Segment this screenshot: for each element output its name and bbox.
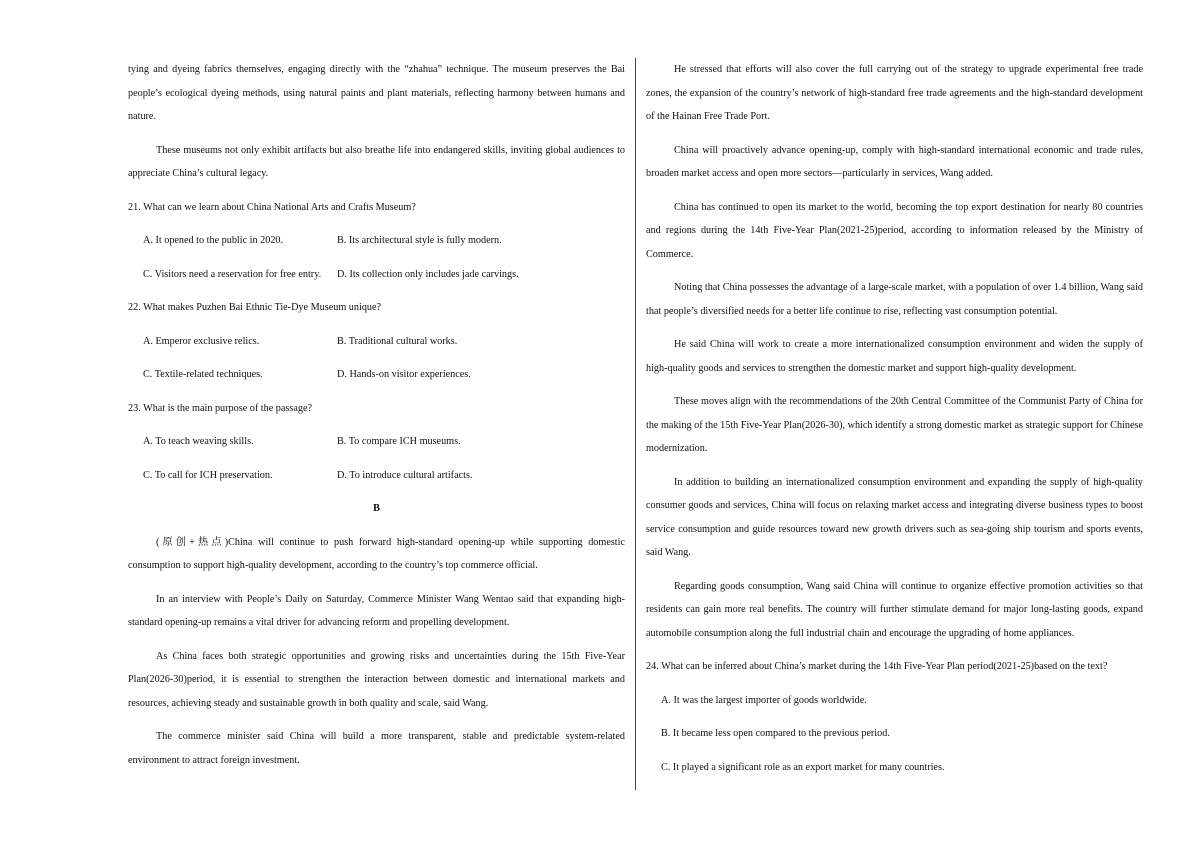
option-a: A. It opened to the public in 2020.: [143, 235, 284, 246]
options-row: [143, 430, 625, 454]
question-21: 21. What can we learn about China National Arts and Crafts Museum?: [128, 201, 416, 213]
paragraph: (原创+热点)China will continue to push forward high-standard opening-up while supporting domestic consumption to support high-quality development, according to the country’s top commerce official.: [128, 536, 625, 571]
paragraph: Noting that China possesses the advantage of a large-scale market, with a population of over 1.4 billion, Wang said that people’s diversified needs for a better life continue to rise, reflecting vast consumption potential.: [646, 282, 1143, 317]
option-b: B. Traditional cultural works.: [337, 335, 458, 347]
column-divider: [635, 58, 636, 790]
options-row: [143, 330, 625, 354]
question-22: 22. What makes Puzhen Bai Ethnic Tie-Dye Museum unique?: [128, 302, 382, 313]
paragraph: China has continued to open its market to the world, becoming the top export destination for nearly 80 countries and regions during the 14th Five-Year Plan(2021-25)period, according to information released by the Ministry of Commerce.: [646, 201, 1143, 260]
right-column: [646, 58, 1143, 789]
options-row: [143, 464, 625, 488]
question-23: 23. What is the main purpose of the passage?: [128, 402, 312, 414]
options-row: [143, 229, 625, 253]
option-a: A. Emperor exclusive relics.: [143, 335, 260, 347]
option-d: D. To introduce cultural artifacts.: [337, 469, 473, 481]
option-b: B. To compare ICH museums.: [337, 436, 461, 447]
option-a: A. To teach weaving skills.: [143, 436, 254, 447]
option-a: A. It was the largest importer of goods worldwide.: [661, 694, 867, 706]
option-d: D. Hands-on visitor experiences.: [337, 369, 471, 380]
paragraph: He stressed that efforts will also cover the full carrying out of the strategy to upgrade experimental free trade zones, the expansion of the country’s network of high-standard free trade agreements and the high-standard development of the Hainan Free Trade Port.: [646, 64, 1143, 122]
option-b: B. It became less open compared to the previous period.: [661, 728, 890, 739]
options-row: [143, 363, 625, 387]
option-c: C. Visitors need a reservation for free entry.: [143, 268, 322, 280]
option-c: C. Textile-related techniques.: [143, 369, 263, 380]
options-row: [143, 263, 625, 287]
paragraph: In addition to building an internationalized consumption environment and expanding the supply of high-quality consumer goods and services, China will focus on relaxing market access and integrating diverse business types to boost service consumption and guide resources toward new growth drivers such as sea-going ship tourism and sports events, said Wang.: [646, 476, 1143, 558]
paragraph: He said China will work to create a more internationalized consumption environment and widen the supply of high-quality goods and services to strengthen the domestic market and support high-quality development.: [646, 339, 1143, 374]
paragraph: These museums not only exhibit artifacts but also breathe life into endangered skills, inviting global audiences to appreciate China’s cultural legacy.: [128, 144, 625, 179]
option-c: C. It played a significant role as an export market for many countries.: [661, 761, 945, 773]
paragraph: These moves align with the recommendations of the 20th Central Committee of the Communist Party of China for the making of the 15th Five-Year Plan(2026-30), which identify a strong domestic market as strategic support for Chinese modernization.: [646, 396, 1143, 454]
paragraph: China will proactively advance opening-up, comply with high-standard international economic and trade rules, broaden market access and open more sectors—particularly in services, Wang added.: [646, 144, 1143, 179]
question-24: 24. What can be inferred about China’s market during the 14th Five-Year Plan period(2021-25)based on the text?: [646, 661, 1108, 672]
paragraph: tying and dyeing fabrics themselves, engaging directly with the “zhahua” technique. The museum preserves the Bai people’s ecological dyeing methods, using natural paints and plant materials, reflecting harmony between humans and nature.: [128, 64, 625, 122]
paragraph: The commerce minister said China will build a more transparent, stable and predictable system-related environment to attract foreign investment.: [128, 731, 625, 766]
paragraph: As China faces both strategic opportunities and growing risks and uncertainties during the 15th Five-Year Plan(2026-30)period, it is essential to strengthen the interaction between domestic and international markets and resources, achieving steady and sustainable growth in both quality and scale, said Wang.: [128, 650, 625, 709]
option-b: B. Its architectural style is fully modern.: [337, 235, 502, 246]
paragraph: In an interview with People’s Daily on Saturday, Commerce Minister Wang Wentao said that expanding high-standard opening-up remains a vital driver for advancing reform and propelling development.: [128, 593, 625, 628]
option-d: D. Its collection only includes jade carvings.: [337, 268, 519, 280]
paragraph: Regarding goods consumption, Wang said China will continue to organize effective promotion activities so that residents can gain more real benefits. The country will further stimulate demand for major long-lasting goods, expand automobile consumption along the full industrial chain and encourage the upgrading of home appliances.: [646, 580, 1143, 639]
section-heading: B: [373, 503, 380, 514]
left-column: [128, 58, 625, 782]
option-c: C. To call for ICH preservation.: [143, 469, 273, 481]
